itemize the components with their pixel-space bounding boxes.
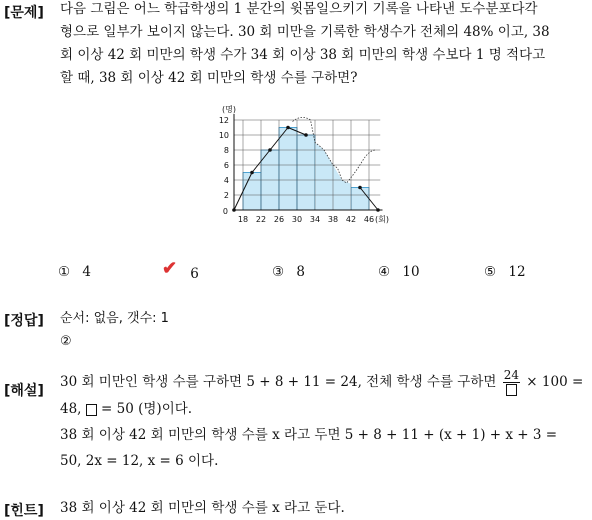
choice-4[interactable] <box>378 264 420 280</box>
polygon-point <box>304 133 308 137</box>
unknown-box <box>506 384 517 396</box>
problem-line: 할 때, 38 회 이상 42 회 미만의 학생 수를 구하면? <box>60 70 358 86</box>
polygon-point <box>250 171 254 175</box>
y-tick-label: 4 <box>223 176 229 185</box>
problem-line: 다음 그림은 어느 학급학생의 1 분간의 윗몸일으키기 기록을 나타낸 도수분포다각 <box>60 1 538 17</box>
frequency-polygon-chart <box>210 96 440 231</box>
answer-order-count: 순서: 없음, 갯수: 1 <box>60 311 169 326</box>
y-tick-label: 10 <box>218 131 229 140</box>
polygon-point <box>232 208 236 212</box>
solution-tag: [해설] <box>4 383 44 399</box>
x-tick-label: 38 <box>327 215 339 224</box>
y-tick-label: 2 <box>223 191 229 200</box>
choice-number: ④ <box>378 264 391 280</box>
polygon-point <box>286 126 290 130</box>
histogram-bar <box>243 173 261 211</box>
problem-tag: [문제] <box>4 5 44 21</box>
problem-line: 형으로 일부가 보이지 않는다. 30 회 미만을 기록한 학생수가 전체의 48% 이고, 38 <box>60 24 550 40</box>
choice-value: 10 <box>402 264 420 280</box>
fraction: 24 <box>503 369 520 396</box>
x-tick-label: 46 <box>363 215 375 224</box>
polygon-point <box>358 186 362 190</box>
choice-value: 6 <box>190 266 199 282</box>
choice-value: 4 <box>82 264 91 280</box>
choice-number: ① <box>58 264 71 280</box>
histogram-bar <box>279 128 297 211</box>
unknown-box <box>86 404 97 416</box>
x-tick-label: 18 <box>237 215 249 224</box>
histogram-bar <box>351 188 369 211</box>
check-mark-icon: ✔ <box>162 258 178 279</box>
origin-label: 0 <box>222 207 228 216</box>
x-tick-label: 26 <box>273 215 285 224</box>
hint-tag: [힌트] <box>4 503 44 519</box>
x-tick-label: 42 <box>345 215 357 224</box>
solution-line: 50, 2x = 12, x = 6 이다. <box>60 453 219 469</box>
choice-5[interactable] <box>484 264 526 280</box>
solution-line: 48, = 50 (명)이다. <box>60 401 193 417</box>
y-axis-label: (명) <box>222 105 236 114</box>
solution-line: 30 회 미만인 학생 수를 구하면 5 + 8 + 11 = 24, 전체 학생 수를 구하면 24 × 100 = <box>60 369 583 396</box>
histogram-bar <box>297 135 315 210</box>
y-tick-label: 6 <box>223 161 229 170</box>
answer-tag: [정답] <box>4 313 44 329</box>
choice-value: 12 <box>508 264 526 280</box>
y-tick-label: 8 <box>223 146 229 155</box>
choice-1[interactable] <box>58 264 91 280</box>
choice-2[interactable] <box>162 258 199 282</box>
x-tick-label: 22 <box>255 215 267 224</box>
choice-3[interactable] <box>272 264 305 280</box>
x-tick-label: 34 <box>309 215 321 224</box>
hint-text: 38 회 이상 42 회 미만의 학생 수를 x 라고 둔다. <box>60 500 345 516</box>
choice-number: ⑤ <box>484 264 497 280</box>
choice-value: 8 <box>296 264 305 280</box>
problem-line: 회 이상 42 회 미만의 학생 수가 34 회 이상 38 회 미만의 학생 수보다 1 명 적다고 <box>60 47 546 63</box>
x-axis-label: (회) <box>375 215 389 224</box>
polygon-point <box>376 208 380 212</box>
polygon-point <box>268 148 272 152</box>
choice-number: ③ <box>272 264 285 280</box>
x-tick-label: 30 <box>291 215 303 224</box>
y-tick-label: 12 <box>218 116 229 125</box>
answer-value: ② <box>60 334 72 349</box>
solution-line: 38 회 이상 42 회 미만의 학생 수를 x 라고 두면 5 + 8 + 11 + (x + 1) + x + 3 = <box>60 427 558 443</box>
problem-text <box>60 0 550 90</box>
